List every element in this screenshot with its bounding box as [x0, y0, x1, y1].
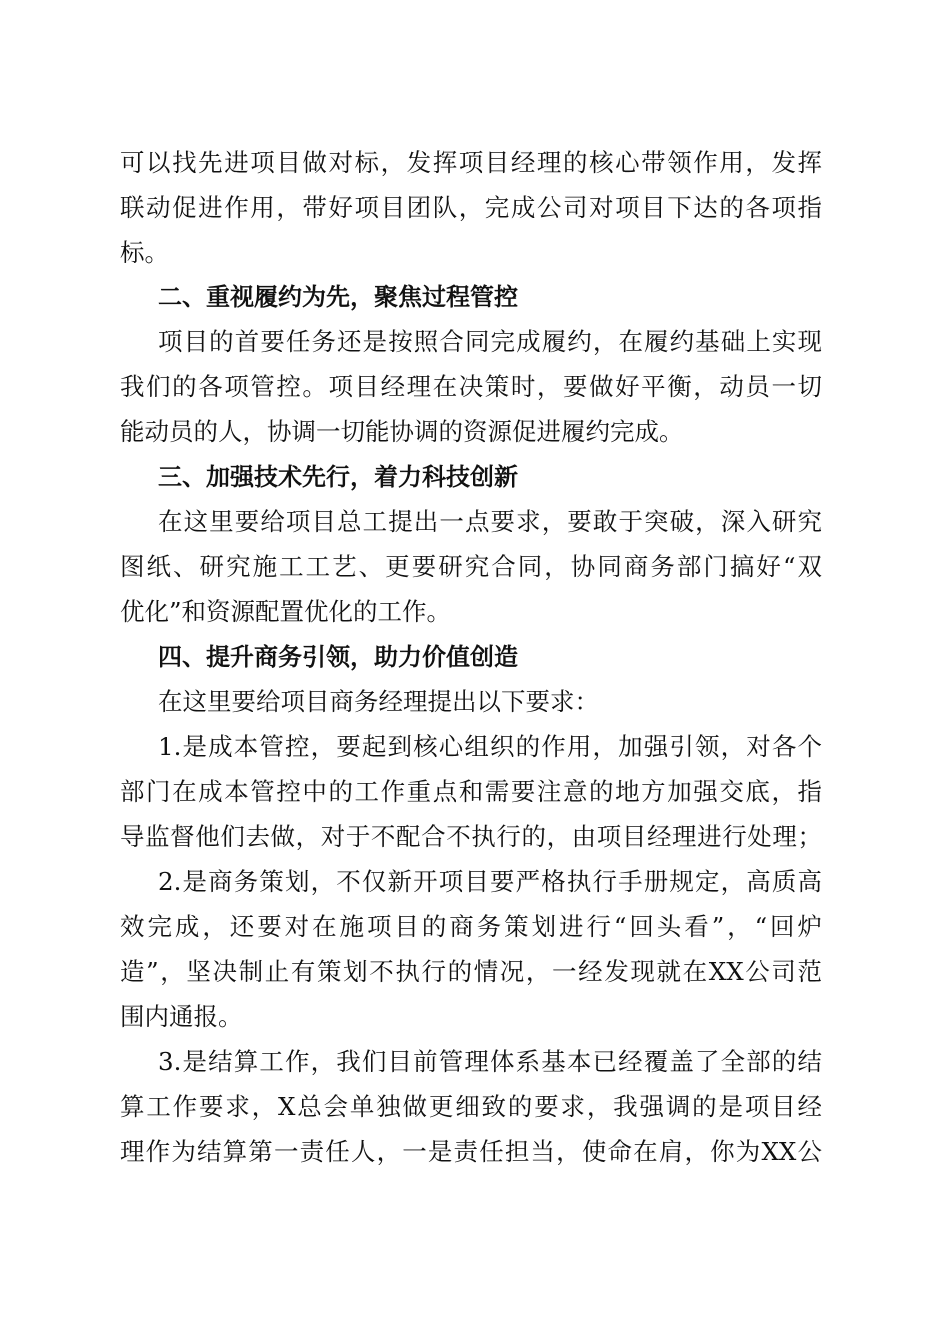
list-item-3-line: 算工作要求，X总会单独做更细致的要求，我强调的是项目经 — [120, 1092, 822, 1121]
list-item-2-line: 围内通报。 — [120, 1002, 243, 1031]
section-heading-3: 三、加强技术先行，着力科技创新 — [158, 463, 518, 491]
list-item-1-line: 部门在成本管控中的工作重点和需要注意的地方加强交底，指 — [120, 777, 822, 806]
paragraph-line: 能动员的人，协调一切能协调的资源促进履约完成。 — [120, 417, 684, 446]
list-item-1-line: 导监督他们去做，对于不配合不执行的，由项目经理进行处理； — [120, 822, 822, 851]
list-item-3-line: 理作为结算第一责任人，一是责任担当，使命在肩，你为XX公 — [120, 1137, 822, 1166]
paragraph-line: 联动促进作用，带好项目团队，完成公司对项目下达的各项指 — [120, 193, 822, 222]
paragraph-line: 在这里要给项目总工提出一点要求，要敢于突破，深入研究 — [158, 507, 822, 536]
paragraph-line: 在这里要给项目商务经理提出以下要求： — [158, 687, 599, 716]
list-item-2-line: 2.是商务策划，不仅新开项目要严格执行手册规定，高质高 — [158, 867, 822, 896]
section-heading-4: 四、提升商务引领，助力价值创造 — [158, 643, 518, 671]
list-item-2-line: 效完成，还要对在施项目的商务策划进行“回头看”，“回炉 — [120, 912, 822, 941]
paragraph-line: 图纸、研究施工工艺、更要研究合同，协同商务部门搞好“双 — [120, 552, 822, 581]
paragraph-line: 可以找先进项目做对标，发挥项目经理的核心带领作用，发挥 — [120, 148, 822, 177]
paragraph-line: 我们的各项管控。项目经理在决策时，要做好平衡，动员一切 — [120, 372, 822, 401]
paragraph-line: 项目的首要任务还是按照合同完成履约，在履约基础上实现 — [158, 327, 822, 356]
list-item-3-line: 3.是结算工作，我们目前管理体系基本已经覆盖了全部的结 — [158, 1047, 822, 1076]
section-heading-2: 二、重视履约为先，聚焦过程管控 — [158, 283, 518, 311]
paragraph-line: 标。 — [120, 238, 169, 267]
list-item-1-line: 1.是成本管控，要起到核心组织的作用，加强引领，对各个 — [158, 732, 822, 761]
paragraph-line: 优化”和资源配置优化的工作。 — [120, 597, 452, 626]
list-item-2-line: 造”，坚决制止有策划不执行的情况，一经发现就在XX公司范 — [120, 957, 822, 986]
